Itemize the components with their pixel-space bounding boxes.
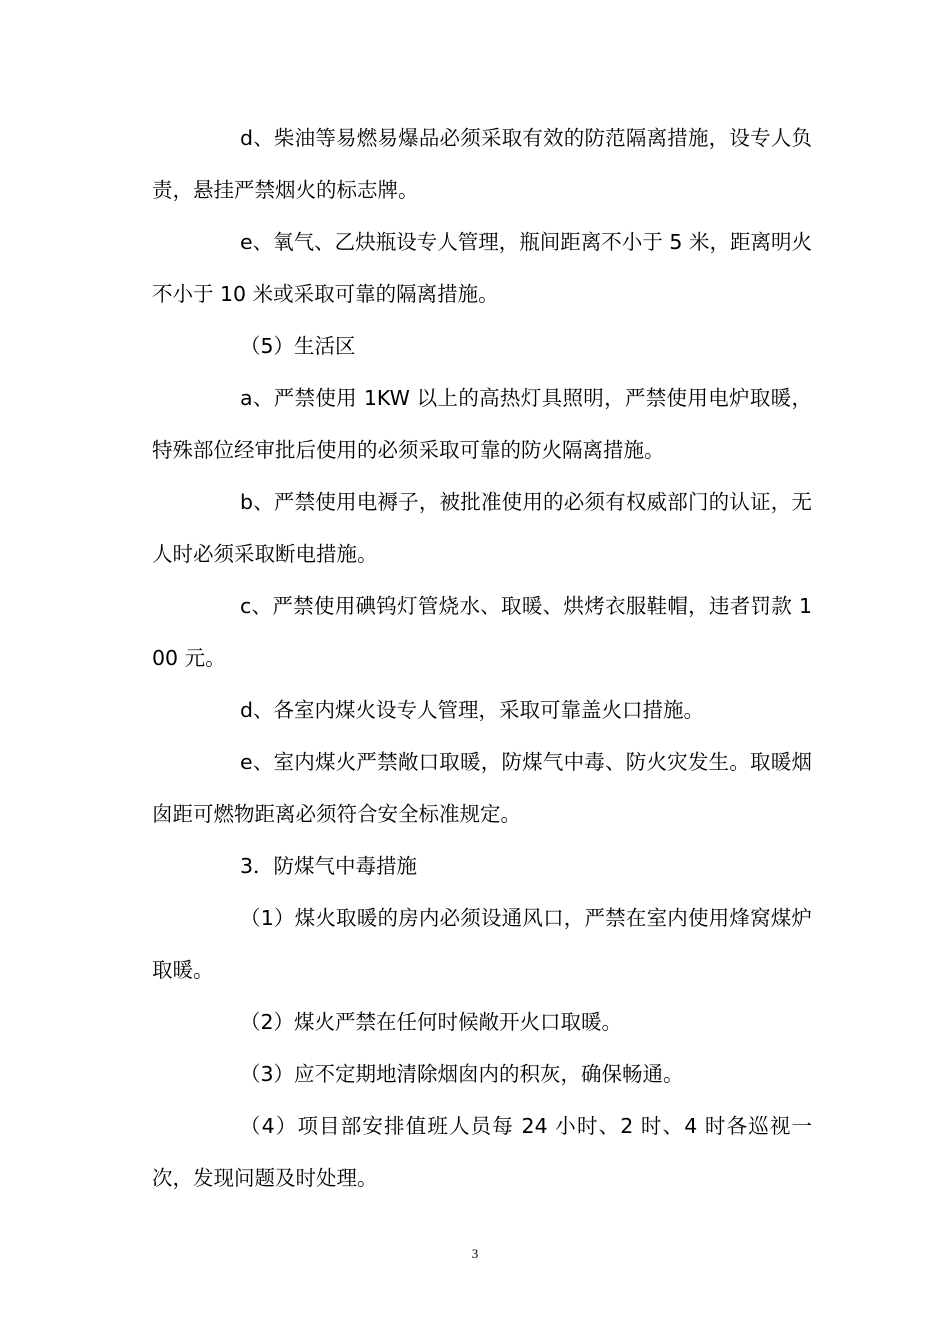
- paragraph-electric-blanket: b、严禁使用电褥子，被批准使用的必须有权威部门的认证，无人时必须采取断电措施。: [152, 490, 812, 566]
- section-heading-living-area: （5）生活区: [240, 334, 356, 358]
- document-body: [152, 112, 812, 1204]
- paragraph-ventilation: （1）煤火取暖的房内必须设通风口，严禁在室内使用烽窝煤炉取暖。: [152, 906, 812, 982]
- paragraph-open-fire-ban: （2）煤火严禁在任何时候敞开火口取暖。: [240, 1010, 623, 1034]
- paragraph-chimney-cleaning: （3）应不定期地清除烟囱内的积灰，确保畅通。: [240, 1062, 684, 1086]
- section-heading-gas-poisoning: 3．防煤气中毒措施: [240, 854, 418, 878]
- paragraph-high-heat-lamps: a、严禁使用 1KW 以上的高热灯具照明，严禁使用电炉取暖，特殊部位经审批后使用的必须采取可靠的防火隔离措施。: [152, 386, 812, 462]
- paragraph-coal-fire-management: d、各室内煤火设专人管理，采取可靠盖火口措施。: [240, 698, 705, 722]
- page-number: 3: [471, 1246, 479, 1261]
- paragraph-diesel-isolation: d、柴油等易燃易爆品必须采取有效的防范隔离措施，设专人负责，悬挂严禁烟火的标志牌。: [152, 126, 812, 202]
- paragraph-duty-patrol: （4）项目部安排值班人员每 24 小时、2 时、4 时各巡视一次，发现问题及时处理。: [152, 1114, 812, 1190]
- paragraph-gas-cylinder-management: e、氧气、乙炔瓶设专人管理，瓶间距离不小于 5 米，距离明火不小于 10 米或采取可靠的隔离措施。: [152, 230, 812, 306]
- paragraph-coal-fire-heating: e、室内煤火严禁敞口取暖，防煤气中毒、防火灾发生。取暖烟囱距可燃物距离必须符合安全标准规定。: [152, 750, 812, 826]
- paragraph-iodine-tungsten-lamp: c、严禁使用碘钨灯管烧水、取暖、烘烤衣服鞋帽，违者罚款 100 元。: [152, 594, 812, 670]
